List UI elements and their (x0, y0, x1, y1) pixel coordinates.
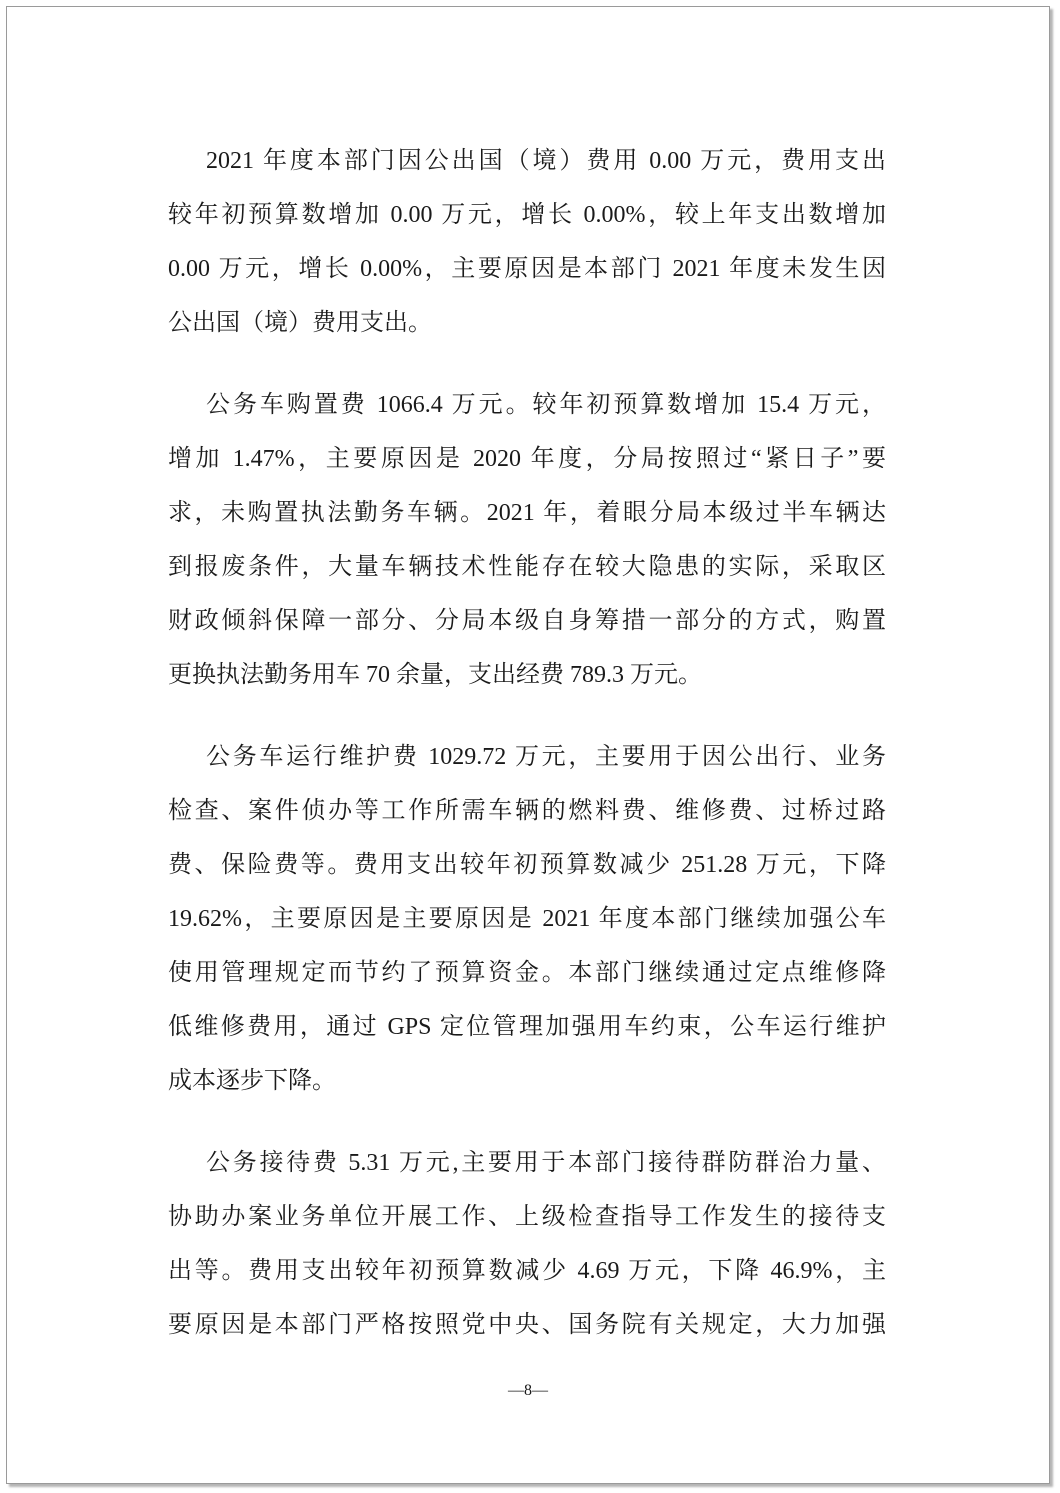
paragraph-vehicle-maintenance (168, 730, 886, 1108)
text-line: 公务车运行维护费 1029.72 万元，主要用于因公出行、业务 (206, 744, 886, 770)
text-line: 协助办案业务单位开展工作、上级检查指导工作发生的接待支 (168, 1204, 886, 1230)
text-line: 公务车购置费 1066.4 万元。较年初预算数增加 15.4 万元， (206, 392, 886, 418)
text-line: 使用管理规定而节约了预算资金。本部门继续通过定点维修降 (168, 960, 886, 986)
text-line: 费、保险费等。费用支出较年初预算数减少 251.28 万元，下降 (168, 852, 886, 878)
page-number: —8— (508, 1382, 548, 1399)
text-line: 更换执法勤务用车 70 余量，支出经费 789.3 万元。 (168, 662, 702, 688)
paragraph-overseas-travel (168, 134, 886, 350)
text-line: 要原因是本部门严格按照党中央、国务院有关规定，大力加强 (168, 1312, 886, 1338)
text-line: 成本逐步下降。 (168, 1068, 336, 1094)
text-line: 较年初预算数增加 0.00 万元，增长 0.00%，较上年支出数增加 (168, 202, 886, 228)
text-line: 公务接待费 5.31 万元,主要用于本部门接待群防群治力量、 (206, 1150, 886, 1176)
text-line: 0.00 万元，增长 0.00%，主要原因是本部门 2021 年度未发生因 (168, 256, 886, 282)
text-line: 出等。费用支出较年初预算数减少 4.69 万元，下降 46.9%，主 (168, 1258, 886, 1284)
paragraph-reception (168, 1136, 886, 1352)
text-line: 求，未购置执法勤务车辆。2021 年，着眼分局本级过半车辆达 (168, 500, 886, 526)
body-text (168, 134, 886, 1380)
text-line: 到报废条件，大量车辆技术性能存在较大隐患的实际，采取区 (168, 554, 886, 580)
text-line: 低维修费用，通过 GPS 定位管理加强用车约束，公车运行维护 (168, 1014, 886, 1040)
text-line: 检查、案件侦办等工作所需车辆的燃料费、维修费、过桥过路 (168, 798, 886, 824)
text-line: 增加 1.47%，主要原因是 2020 年度，分局按照过“紧日子”要 (168, 446, 886, 472)
text-line: 19.62%，主要原因是主要原因是 2021 年度本部门继续加强公车 (168, 906, 886, 932)
text-line: 财政倾斜保障一部分、分局本级自身筹措一部分的方式，购置 (168, 608, 886, 634)
paragraph-vehicle-purchase (168, 378, 886, 702)
document-page (6, 6, 1050, 1484)
text-line: 公出国（境）费用支出。 (168, 310, 432, 336)
text-line: 2021 年度本部门因公出国（境）费用 0.00 万元，费用支出 (206, 148, 886, 174)
